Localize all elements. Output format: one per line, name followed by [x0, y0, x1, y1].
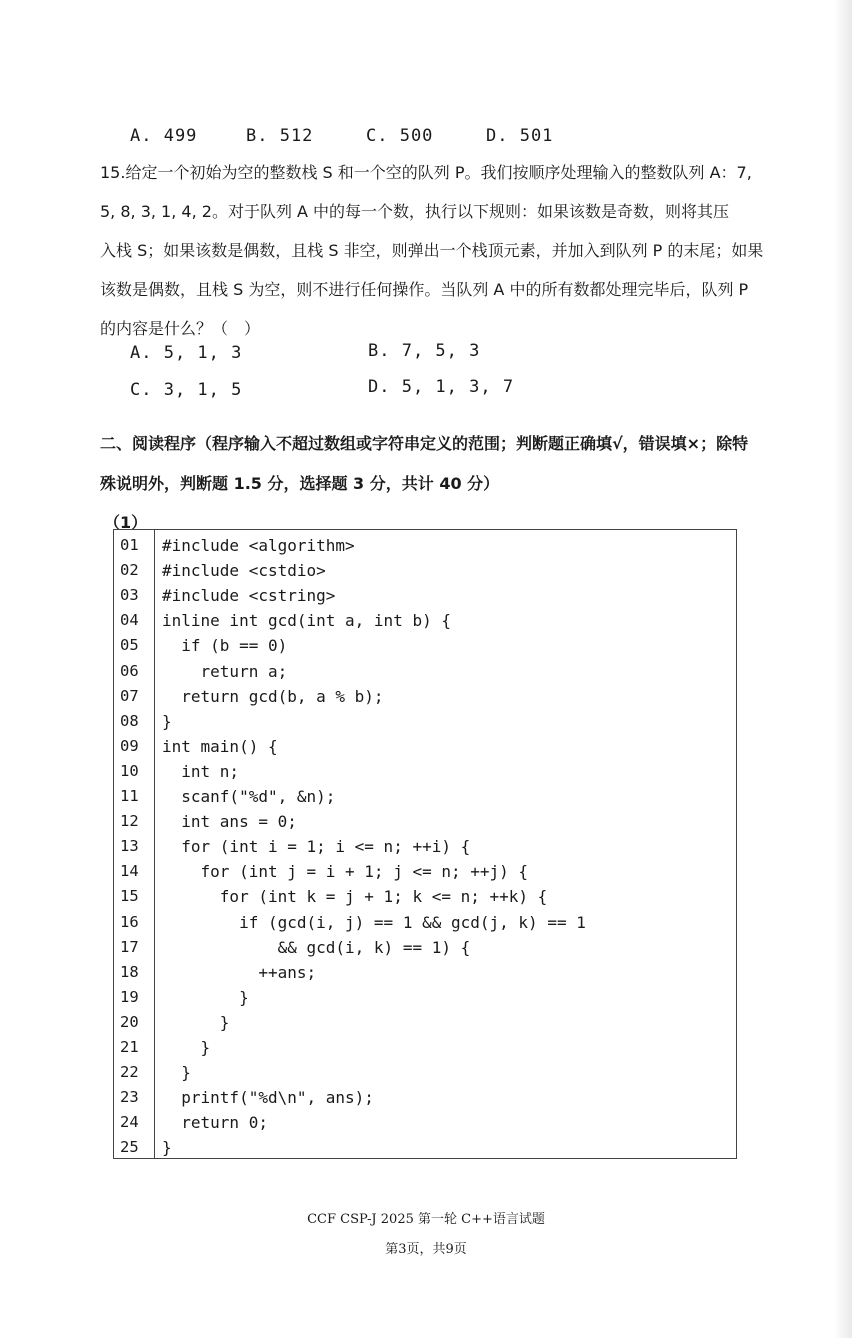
code-line-text: scanf("%d", &n);	[162, 787, 336, 806]
question-line: 15.给定一个初始为空的整数栈 S 和一个空的队列 P。我们按顺序处理输入的整数队列 A：7,	[100, 163, 752, 182]
code-line-number: 13	[120, 837, 139, 856]
q15-option-a: A. 5, 1, 3	[130, 343, 243, 363]
code-line-number: 23	[120, 1088, 139, 1107]
q15-option-c: C. 3, 1, 5	[130, 380, 243, 400]
code-line	[114, 960, 734, 985]
code-line-text: for (int k = j + 1; k <= n; ++k) {	[162, 887, 548, 907]
code-line-text: }	[162, 1138, 172, 1158]
code-line-number: 05	[120, 636, 139, 655]
code-line-number: 11	[120, 787, 139, 805]
code-line-number: 08	[120, 711, 139, 730]
code-line	[114, 834, 734, 859]
code-line	[114, 784, 734, 809]
program-1-label: （1）	[104, 513, 148, 532]
code-line-text: #include <cstdio>	[162, 561, 326, 581]
section-2-heading-line: 殊说明外，判断题 1.5 分，选择题 3 分，共计 40 分）	[100, 474, 500, 493]
code-line	[114, 633, 734, 658]
code-line-number: 20	[120, 1012, 139, 1031]
code-line	[114, 1085, 734, 1110]
code-line-text: && gcd(i, k) == 1) {	[162, 937, 471, 957]
code-line	[114, 734, 734, 759]
code-line-text: }	[162, 711, 172, 731]
footer-page-number: 第3页，共9页	[385, 1242, 467, 1257]
prev-option-a: A. 499	[130, 126, 198, 146]
code-line-number: 19	[120, 987, 139, 1006]
code-line	[114, 533, 734, 558]
code-line	[114, 985, 734, 1010]
code-line-number: 03	[120, 586, 139, 605]
code-line-number: 25	[120, 1138, 139, 1157]
question-line: 的内容是什么？（ ）	[100, 319, 261, 338]
code-line-number: 09	[120, 736, 139, 755]
code-line-text: return 0;	[162, 1113, 268, 1133]
code-line	[114, 1110, 734, 1135]
code-line-text: if (gcd(i, j) == 1 && gcd(j, k) == 1	[162, 912, 586, 932]
code-line-text: for (int j = i + 1; j <= n; ++j) {	[162, 862, 529, 882]
q15-option-b: B. 7, 5, 3	[368, 341, 481, 361]
code-line	[114, 558, 734, 583]
code-line	[114, 859, 734, 884]
code-line-text: inline int gcd(int a, int b) {	[162, 611, 451, 631]
code-line	[114, 1010, 734, 1035]
code-line-number: 16	[120, 912, 139, 931]
code-line-number: 15	[120, 887, 139, 906]
prev-option-b: B. 512	[246, 126, 314, 146]
code-line-number: 24	[120, 1113, 139, 1132]
code-line-text: int n;	[162, 761, 240, 781]
code-line	[114, 910, 734, 935]
question-line: 入栈 S；如果该数是偶数，且栈 S 非空，则弹出一个栈顶元素，并加入到队列 P 的末尾；如果	[100, 241, 764, 260]
code-line	[114, 809, 734, 834]
code-line	[114, 1060, 734, 1085]
footer-exam-title: CCF CSP-J 2025 第一轮 C++语言试题	[307, 1212, 545, 1227]
code-line-number: 10	[120, 761, 139, 780]
code-line-text: ++ans;	[162, 962, 317, 982]
code-line-text: printf("%d\n", ans);	[162, 1088, 374, 1108]
question-15-text	[100, 153, 812, 348]
code-line	[114, 684, 734, 709]
code-line-text: return a;	[162, 661, 288, 681]
code-line	[114, 659, 734, 684]
code-line	[114, 608, 734, 633]
section-2-heading-line: 二、阅读程序（程序输入不超过数组或字符串定义的范围；判断题正确填√，错误填×；除特	[100, 434, 749, 453]
code-line-number: 06	[120, 661, 139, 680]
prev-option-c: C. 500	[366, 126, 434, 146]
code-line-text: }	[162, 987, 249, 1007]
code-line-text: return gcd(b, a % b);	[162, 686, 384, 706]
code-line-number: 12	[120, 812, 139, 831]
code-line	[114, 1035, 734, 1060]
section-2-heading	[100, 424, 812, 504]
code-line	[114, 709, 734, 734]
code-line	[114, 583, 734, 608]
code-line-text: #include <cstring>	[162, 586, 336, 606]
code-line-text: int ans = 0;	[162, 812, 297, 832]
code-line-number: 07	[120, 686, 139, 705]
code-line-text: }	[162, 1038, 211, 1057]
code-line-text: for (int i = 1; i <= n; ++i) {	[162, 837, 471, 857]
question-line: 5, 8, 3, 1, 4, 2。对于队列 A 中的每一个数，执行以下规则：如果该数是奇数，则将其压	[100, 202, 730, 221]
code-line-number: 18	[120, 962, 139, 981]
code-line-text: if (b == 0)	[162, 636, 288, 656]
code-line-number: 04	[120, 611, 139, 630]
code-line-number: 21	[120, 1038, 139, 1056]
code-line-number: 22	[120, 1063, 139, 1082]
code-line-text: }	[162, 1012, 230, 1032]
code-line	[114, 884, 734, 909]
code-line	[114, 1135, 734, 1160]
code-line	[114, 759, 734, 784]
q15-option-d: D. 5, 1, 3, 7	[368, 377, 515, 397]
code-line-number: 02	[120, 561, 139, 580]
code-line-text: }	[162, 1063, 191, 1083]
code-line	[114, 935, 734, 960]
code-line-text: int main() {	[162, 736, 278, 756]
code-line-number: 01	[120, 536, 139, 554]
prev-option-d: D. 501	[486, 126, 554, 146]
question-line: 该数是偶数，且栈 S 为空，则不进行任何操作。当队列 A 中的所有数都处理完毕后，队列 P	[100, 280, 749, 299]
code-listing	[113, 529, 737, 1159]
code-line-text: #include <algorithm>	[162, 536, 355, 555]
code-line-number: 17	[120, 937, 139, 956]
page-edge-shadow	[834, 0, 852, 1338]
code-line-number: 14	[120, 862, 139, 881]
